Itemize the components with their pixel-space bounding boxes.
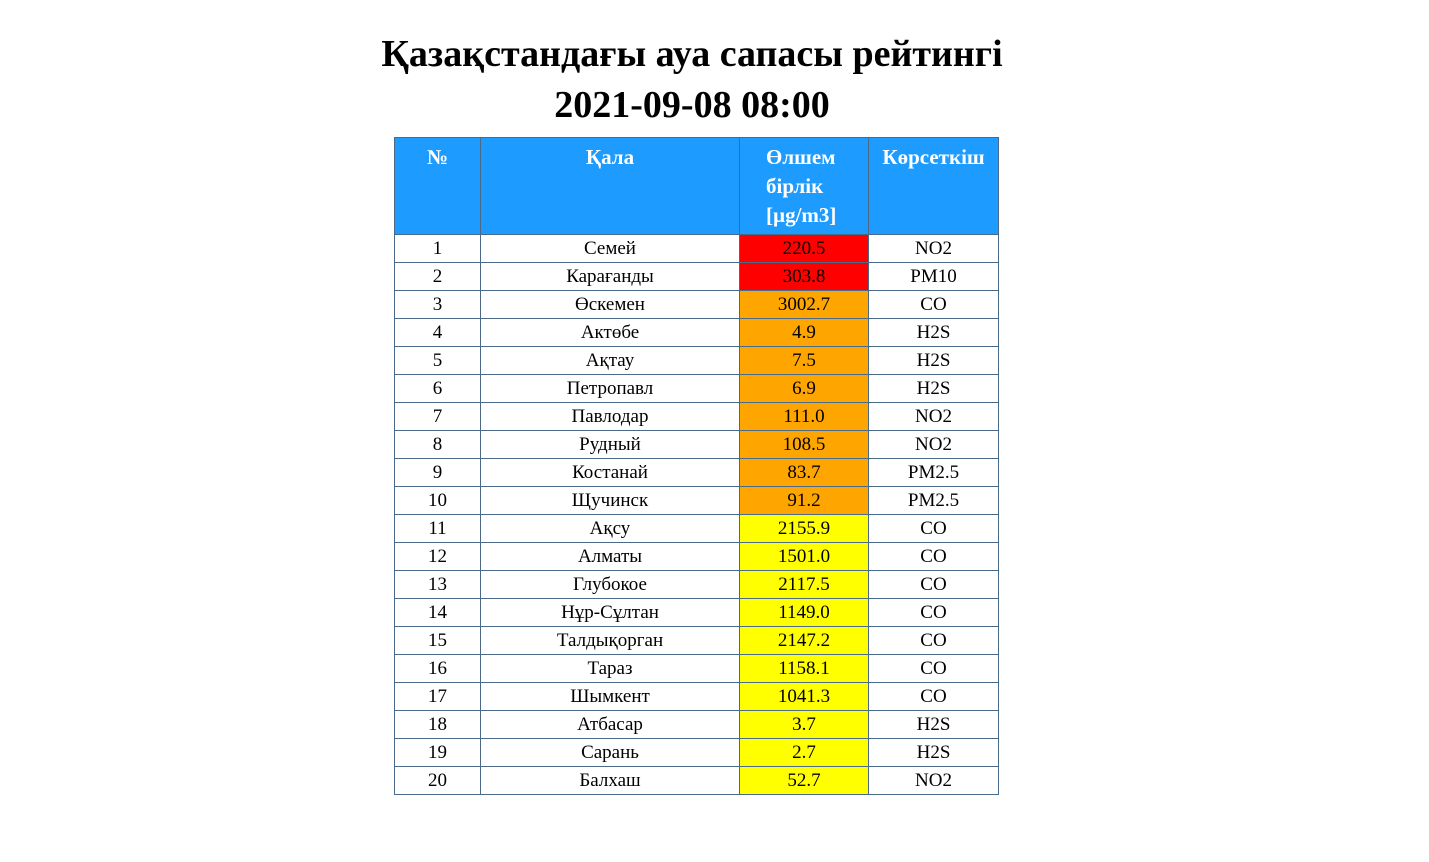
measurement-value-cell: 2147.2 [740,627,869,655]
measurement-value-cell: 2117.5 [740,571,869,599]
city-name-cell: Актөбе [481,319,740,347]
pollutant-indicator-cell: H2S [869,319,999,347]
table-row [395,543,999,571]
pollutant-indicator-cell: H2S [869,711,999,739]
measurement-value-cell: 4.9 [740,319,869,347]
city-name-cell: Тараз [481,655,740,683]
measurement-value-cell: 1158.1 [740,655,869,683]
row-number-cell: 16 [395,655,481,683]
pollutant-indicator-cell: PM2.5 [869,487,999,515]
city-name-cell: Щучинск [481,487,740,515]
table-row [395,571,999,599]
measurement-value-cell: 111.0 [740,403,869,431]
pollutant-indicator-cell: CO [869,599,999,627]
table-row [395,375,999,403]
pollutant-indicator-cell: CO [869,655,999,683]
header-indicator: Көрсеткіш [869,138,999,235]
city-name-cell: Петропавл [481,375,740,403]
measurement-value-cell: 1149.0 [740,599,869,627]
table-row [395,739,999,767]
row-number-cell: 10 [395,487,481,515]
pollutant-indicator-cell: CO [869,291,999,319]
pollutant-indicator-cell: CO [869,683,999,711]
table-row [395,263,999,291]
row-number-cell: 11 [395,515,481,543]
city-name-cell: Ақтау [481,347,740,375]
row-number-cell: 6 [395,375,481,403]
pollutant-indicator-cell: NO2 [869,235,999,263]
pollutant-indicator-cell: NO2 [869,431,999,459]
pollutant-indicator-cell: NO2 [869,403,999,431]
city-name-cell: Шымкент [481,683,740,711]
row-number-cell: 20 [395,767,481,795]
header-city: Қала [481,138,740,235]
row-number-cell: 13 [395,571,481,599]
header-number: № [395,138,481,235]
table-row [395,487,999,515]
measurement-value-cell: 2.7 [740,739,869,767]
city-name-cell: Костанай [481,459,740,487]
table-row [395,235,999,263]
measurement-value-cell: 303.8 [740,263,869,291]
row-number-cell: 7 [395,403,481,431]
measurement-value-cell: 83.7 [740,459,869,487]
table-header [395,138,999,235]
pollutant-indicator-cell: H2S [869,739,999,767]
row-number-cell: 2 [395,263,481,291]
page-title: Қазақстандағы ауа сапасы рейтингі [381,33,1003,75]
city-name-cell: Карағанды [481,263,740,291]
pollutant-indicator-cell: CO [869,543,999,571]
row-number-cell: 17 [395,683,481,711]
row-number-cell: 9 [395,459,481,487]
row-number-cell: 3 [395,291,481,319]
city-name-cell: Семей [481,235,740,263]
city-name-cell: Талдықорган [481,627,740,655]
header-unit: Өлшем бірлік [µg/m3] [740,138,869,235]
row-number-cell: 18 [395,711,481,739]
pollutant-indicator-cell: CO [869,627,999,655]
measurement-value-cell: 6.9 [740,375,869,403]
row-number-cell: 15 [395,627,481,655]
measurement-value-cell: 108.5 [740,431,869,459]
row-number-cell: 8 [395,431,481,459]
table-row [395,599,999,627]
table-row [395,655,999,683]
city-name-cell: Ақсу [481,515,740,543]
city-name-cell: Павлодар [481,403,740,431]
measurement-value-cell: 2155.9 [740,515,869,543]
table-row [395,403,999,431]
measurement-value-cell: 91.2 [740,487,869,515]
city-name-cell: Алматы [481,543,740,571]
row-number-cell: 12 [395,543,481,571]
measurement-value-cell: 220.5 [740,235,869,263]
table-row [395,291,999,319]
pollutant-indicator-cell: PM2.5 [869,459,999,487]
table-row [395,767,999,795]
row-number-cell: 14 [395,599,481,627]
row-number-cell: 19 [395,739,481,767]
row-number-cell: 1 [395,235,481,263]
pollutant-indicator-cell: NO2 [869,767,999,795]
measurement-value-cell: 1041.3 [740,683,869,711]
page-datetime: 2021-09-08 08:00 [554,84,830,126]
table-row [395,431,999,459]
header-row [395,138,999,235]
pollutant-indicator-cell: CO [869,571,999,599]
table-row [395,711,999,739]
city-name-cell: Глубокое [481,571,740,599]
table-row [395,459,999,487]
table-row [395,683,999,711]
table-row [395,347,999,375]
pollutant-indicator-cell: CO [869,515,999,543]
air-quality-table [394,137,999,795]
city-name-cell: Сарань [481,739,740,767]
table-row [395,319,999,347]
city-name-cell: Рудный [481,431,740,459]
city-name-cell: Атбасар [481,711,740,739]
table-body [395,235,999,795]
measurement-value-cell: 3.7 [740,711,869,739]
row-number-cell: 4 [395,319,481,347]
table-row [395,627,999,655]
city-name-cell: Балхаш [481,767,740,795]
pollutant-indicator-cell: H2S [869,375,999,403]
pollutant-indicator-cell: PM10 [869,263,999,291]
measurement-value-cell: 52.7 [740,767,869,795]
measurement-value-cell: 3002.7 [740,291,869,319]
measurement-value-cell: 7.5 [740,347,869,375]
city-name-cell: Нұр-Сұлтан [481,599,740,627]
table-row [395,515,999,543]
pollutant-indicator-cell: H2S [869,347,999,375]
measurement-value-cell: 1501.0 [740,543,869,571]
city-name-cell: Өскемен [481,291,740,319]
row-number-cell: 5 [395,347,481,375]
